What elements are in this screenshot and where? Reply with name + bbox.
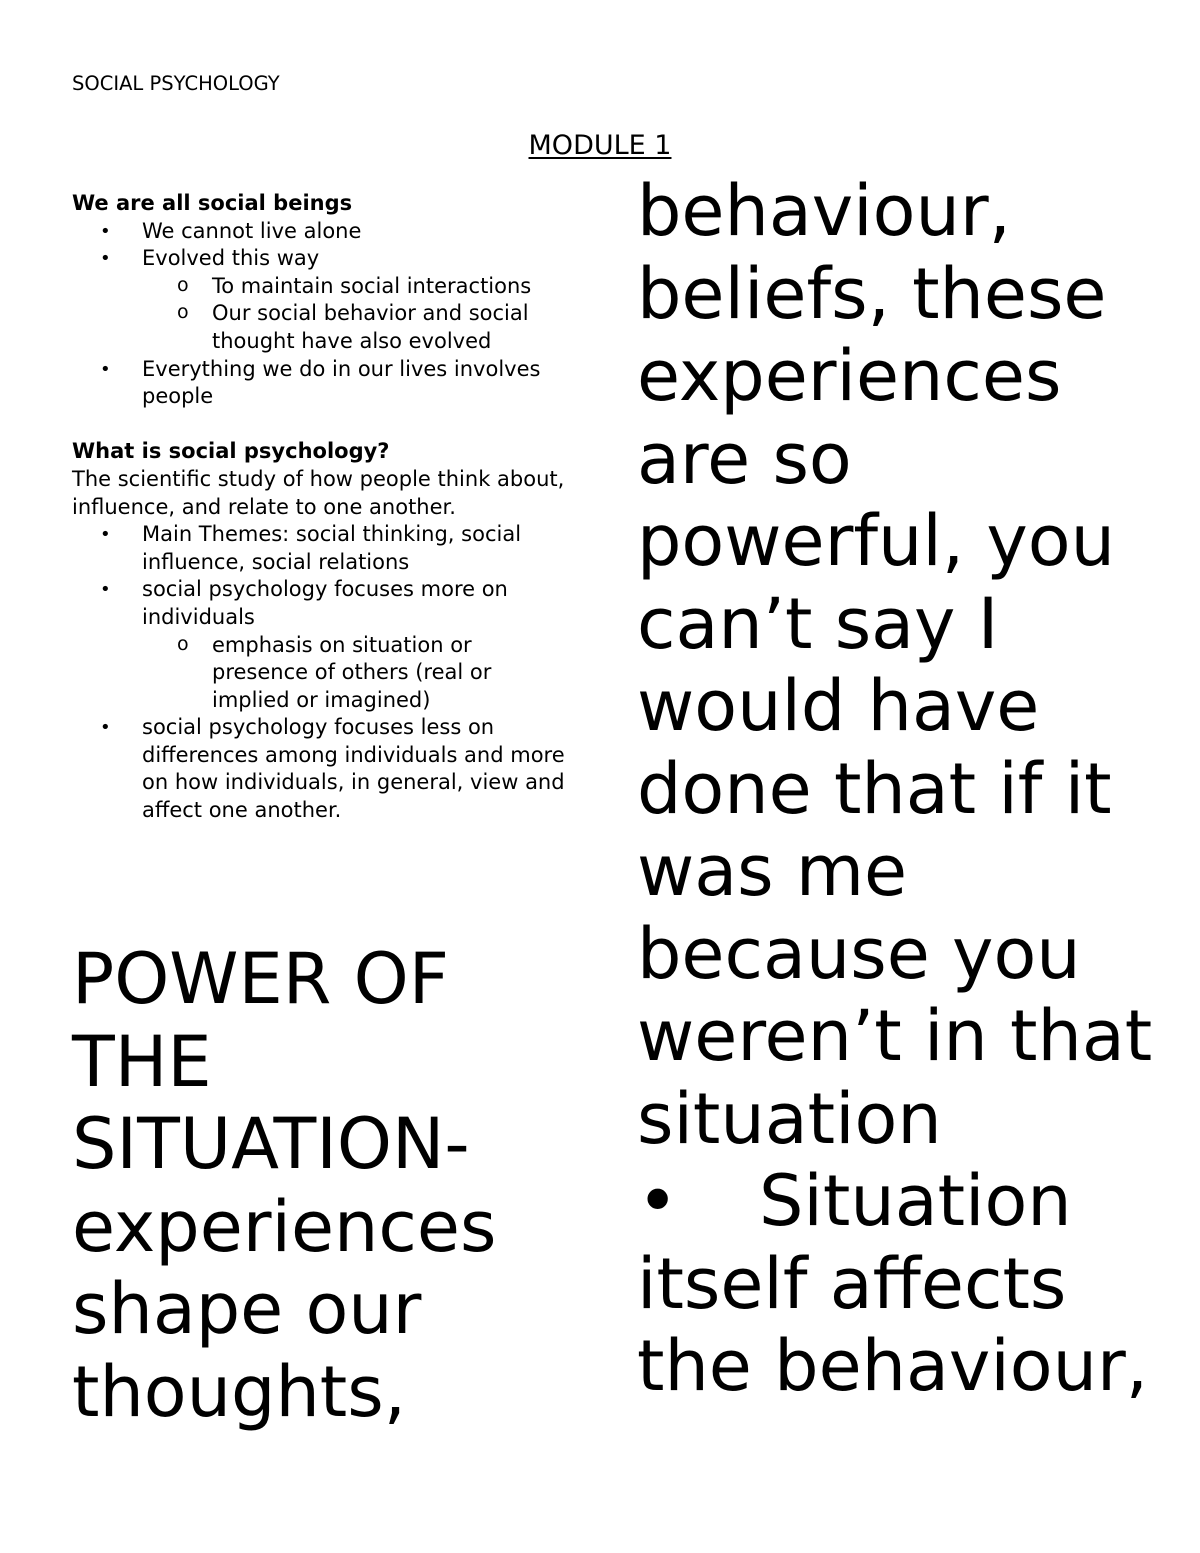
section-heading-what-is: What is social psychology? bbox=[72, 439, 390, 464]
bullet-list-what-is bbox=[72, 521, 572, 825]
list-item bbox=[72, 576, 572, 714]
sub-list-item-text: emphasis on situation or presence of others (real or implied or imagined) bbox=[212, 632, 492, 712]
bullet-icon: • bbox=[100, 524, 111, 546]
list-item bbox=[72, 218, 572, 246]
list-item bbox=[72, 245, 572, 355]
list-item-text: Everything we do in our lives involves people bbox=[142, 356, 541, 409]
notes-column-left bbox=[72, 190, 572, 825]
bullet-list-social-beings bbox=[72, 218, 572, 411]
definition-text: The scientific study of how people think about, influence, and relate to one another. bbox=[72, 466, 565, 519]
bullet-icon: • bbox=[100, 248, 111, 270]
sub-bullet-list bbox=[142, 273, 572, 356]
paragraph-spacer bbox=[72, 411, 572, 439]
large-text-left bbox=[72, 938, 572, 1433]
sub-list-item-text: To maintain social interactions bbox=[212, 273, 532, 298]
list-item-text: social psychology focuses less on differences among individuals and more on how individuals, in general, view and affect one another. bbox=[142, 715, 565, 823]
bullet-icon: • bbox=[100, 579, 111, 601]
bullet-icon: • bbox=[637, 1160, 679, 1242]
sub-list-item-text: Our social behavior and social thought have also evolved bbox=[212, 301, 529, 353]
sub-bullet-icon: o bbox=[177, 301, 189, 324]
sub-bullet-icon: o bbox=[177, 273, 189, 296]
list-item-text: Evolved this way bbox=[142, 246, 320, 271]
document-header: SOCIAL PSYCHOLOGY bbox=[72, 72, 280, 95]
sub-list-item bbox=[142, 300, 572, 355]
list-item bbox=[72, 356, 572, 411]
bullet-icon: • bbox=[100, 220, 111, 242]
module-title-text: MODULE 1 bbox=[528, 130, 672, 161]
large-text-bullet-text: Situation itself affects the behaviour, bbox=[637, 1160, 1148, 1407]
large-text-paragraph: behaviour, beliefs, these experiences are so powerful, you can’t say I would have done that if it was me because you weren’t in that situation bbox=[637, 170, 1153, 1160]
sub-bullet-icon: o bbox=[177, 632, 189, 655]
list-item-text: social psychology focuses more on individuals bbox=[142, 577, 508, 629]
module-title bbox=[0, 128, 1200, 164]
bullet-icon: • bbox=[100, 717, 111, 739]
sub-list-item bbox=[142, 632, 572, 715]
large-text-right bbox=[637, 170, 1157, 1408]
large-text-bullet-item bbox=[637, 1160, 1157, 1408]
large-text-power-of-situation: POWER OF THE SITUATION- experiences shape our thoughts, bbox=[72, 938, 497, 1433]
sub-list-item bbox=[142, 273, 572, 301]
list-item bbox=[72, 521, 572, 576]
sub-bullet-list bbox=[142, 632, 572, 715]
list-item-text: Main Themes: social thinking, social influence, social relations bbox=[142, 522, 522, 574]
bullet-icon: • bbox=[100, 358, 111, 380]
section-heading-social-beings: We are all social beings bbox=[72, 191, 353, 215]
list-item-text: We cannot live alone bbox=[142, 218, 362, 243]
list-item bbox=[72, 714, 572, 824]
